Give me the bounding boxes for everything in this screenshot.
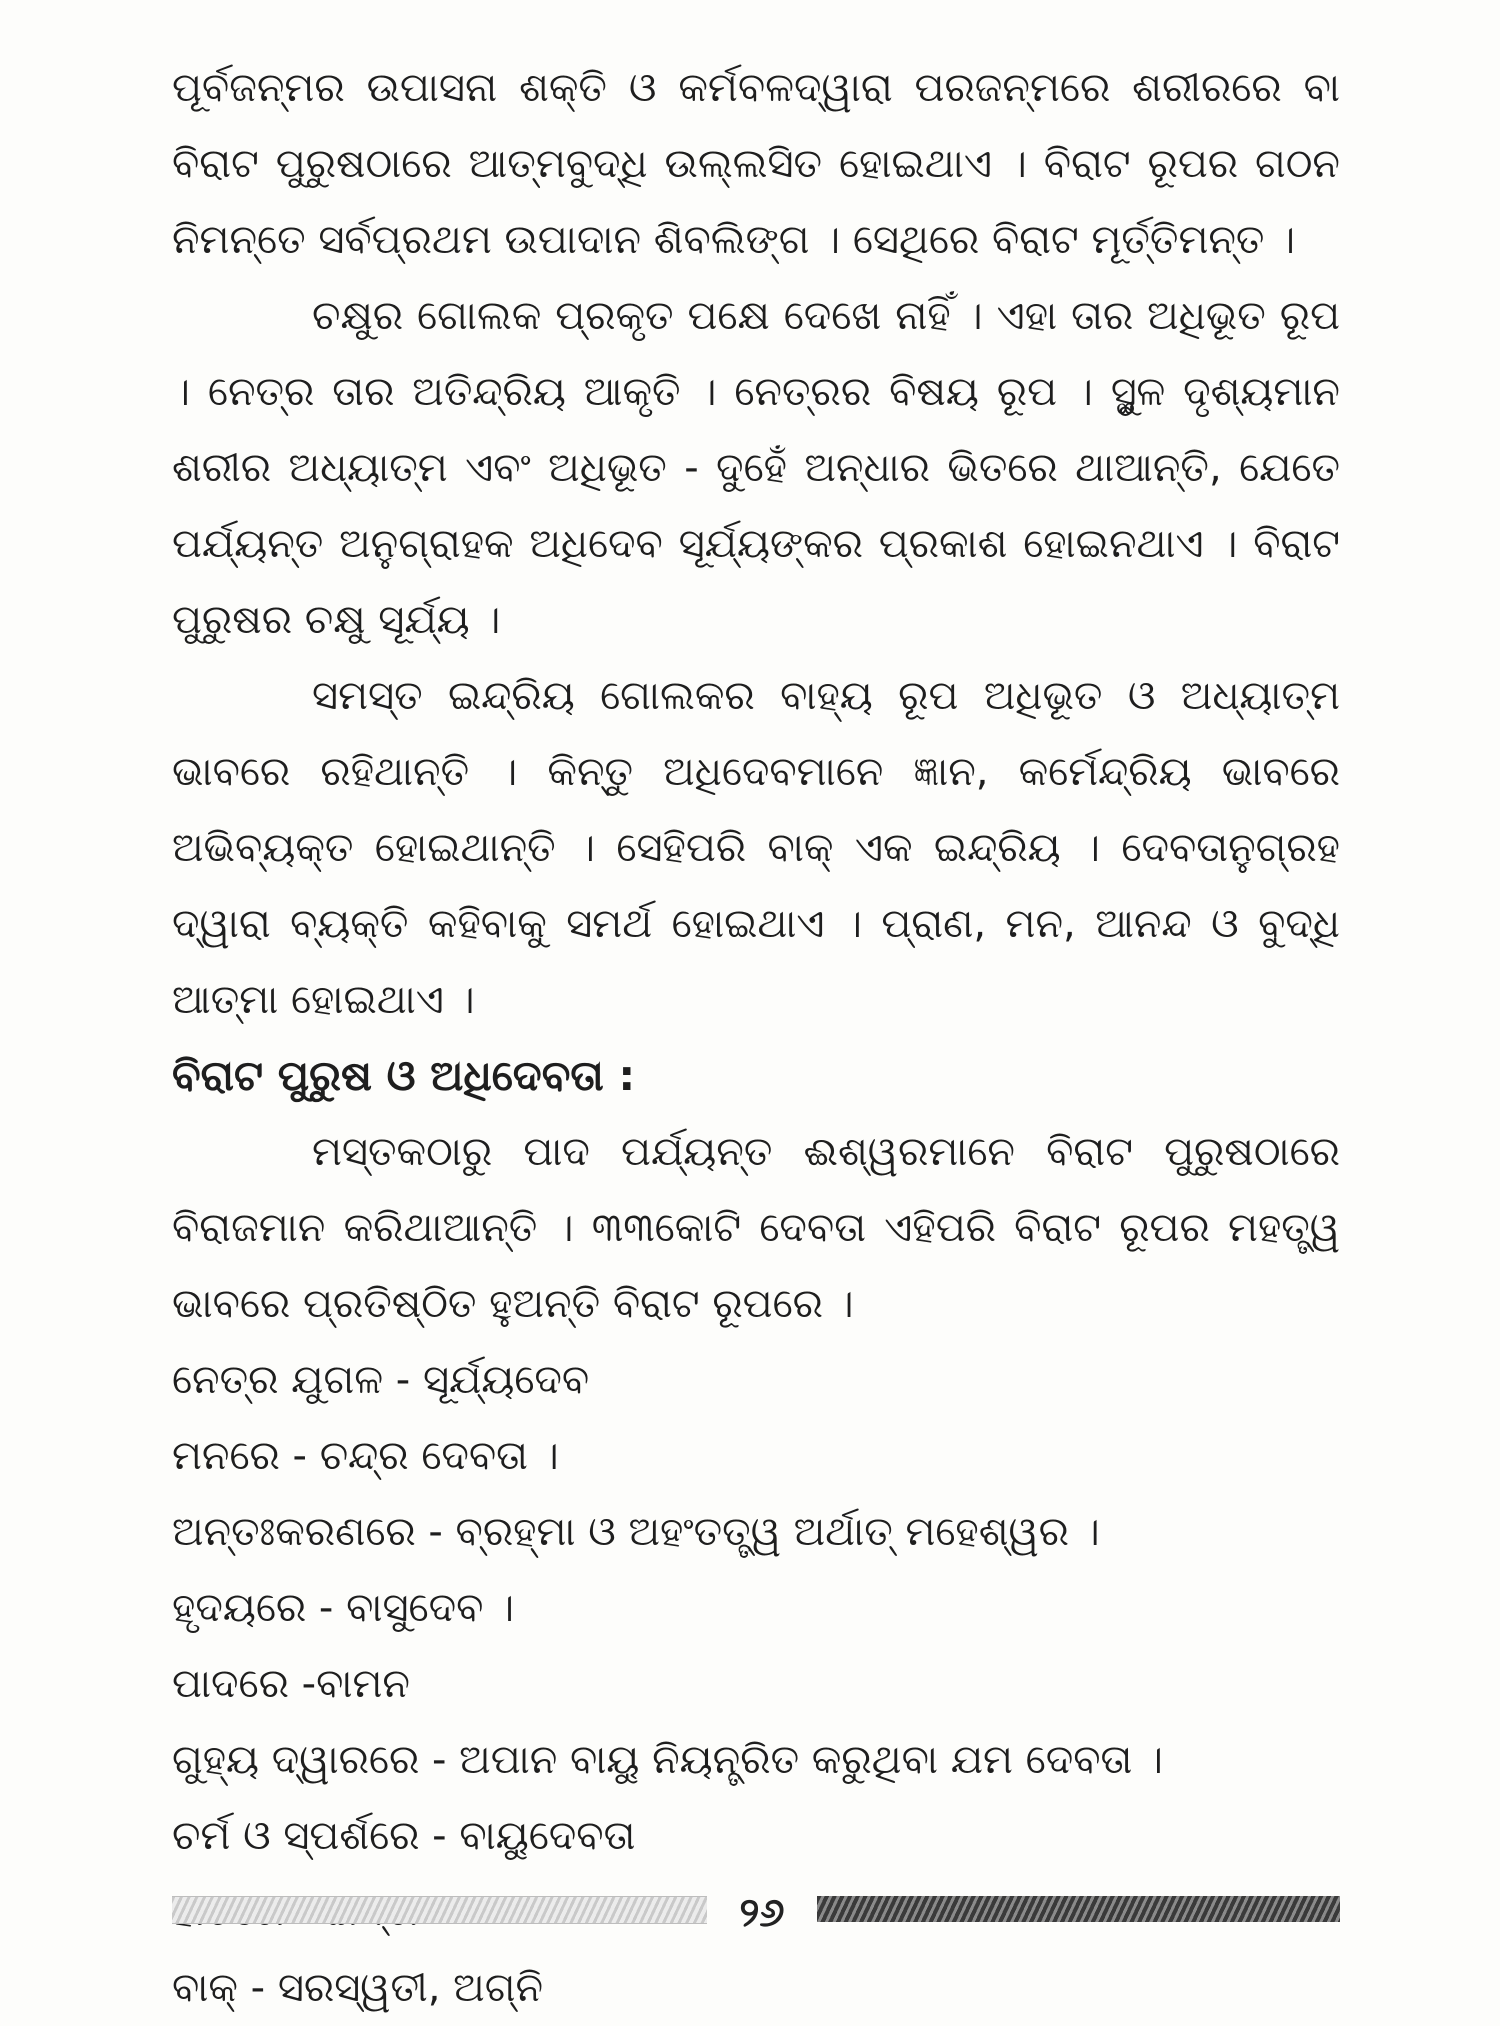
page-body xyxy=(172,50,1340,2026)
list-item: ନେତ୍ର ଯୁଗଳ - ସୂର୍ଯ୍ୟଦେବ xyxy=(172,1357,590,1403)
section-heading: ବିରାଟ ପୁରୁଷ ଓ ଅଧିଦେବତା : xyxy=(172,1051,636,1100)
page-number: ୨୬ xyxy=(739,1890,785,1936)
paragraph-1: ପୂର୍ବଜନ୍ମର ଉପାସନା ଶକ୍ତି ଓ କର୍ମବଳଦ୍ୱାରା ପରଜନ୍ମରେ ଶରୀରରେ ବା ବିରାଟ ପୁରୁଷଠାରେ ଆତ୍ମବୁଦ୍ଧି ଉଲ୍ଲସିତ ହୋଇଥାଏ । ବିରାଟ ରୂପର ଗଠନ ନିମନ୍ତେ ସର୍ବପ୍ରଥମ ଉପାଦାନ ଶିବଲିଙ୍ଗ । ସେଥିରେ ବିରାଟ ମୂର୍ତ୍ତିମନ୍ତ । xyxy=(172,65,1340,263)
list-item: ଚର୍ମ ଓ ସ୍ପର୍ଶରେ - ବାୟୁଦେବତା xyxy=(172,1813,636,1859)
list-item: ଅନ୍ତଃକରଣରେ - ବ୍ରହ୍ମା ଓ ଅହଂତତ୍ତ୍ୱ ଅର୍ଥାତ୍ ମହେଶ୍ୱର । xyxy=(172,1509,1100,1555)
footer-rule-left xyxy=(172,1896,707,1924)
list-item: ହୃଦୟରେ - ବାସୁଦେବ । xyxy=(172,1585,515,1631)
list-item: ମନରେ - ଚନ୍ଦ୍ର ଦେବତା । xyxy=(172,1433,559,1479)
section-paragraph: ମସ୍ତକଠାରୁ ପାଦ ପର୍ଯ୍ୟନ୍ତ ଈଶ୍ୱରମାନେ ବିରାଟ ପୁରୁଷଠାରେ ବିରାଜମାନ କରିଥାଆନ୍ତି । ୩୩କୋଟି ଦେବତା ଏହିପରି ବିରାଟ ରୂପର ମହତ୍ତ୍ୱ ଭାବରେ ପ୍ରତିଷ୍ଠିତ ହୁଅନ୍ତି ବିରାଟ ରୂପରେ । xyxy=(172,1129,1340,1327)
paragraph-3: ସମସ୍ତ ଇନ୍ଦ୍ରିୟ ଗୋଲକର ବାହ୍ୟ ରୂପ ଅଧିଭୂତ ଓ ଅଧ୍ୟାତ୍ମ ଭାବରେ ରହିଥାନ୍ତି । କିନ୍ତୁ ଅଧିଦେବମାନେ ଜ୍ଞାନ, କର୍ମେନ୍ଦ୍ରିୟ ଭାବରେ ଅଭିବ୍ୟକ୍ତ ହୋଇଥାନ୍ତି । ସେହିପରି ବାକ୍ ଏକ ଇନ୍ଦ୍ରିୟ । ଦେବତାନୁଗ୍ରହ ଦ୍ୱାରା ବ୍ୟକ୍ତି କହିବାକୁ ସମର୍ଥ ହୋଇଥାଏ । ପ୍ରାଣ, ମନ, ଆନନ୍ଦ ଓ ବୁଦ୍ଧି ଆତ୍ମା ହୋଇଥାଏ । xyxy=(172,673,1340,1023)
list-item: ବାକ୍ - ସରସ୍ୱତୀ, ଅଗ୍ନି xyxy=(172,1965,544,2011)
paragraph-2: ଚକ୍ଷୁର ଗୋଲକ ପ୍ରକୃତ ପକ୍ଷେ ଦେଖେ ନାହିଁ । ଏହା ତାର ଅଧିଭୂତ ରୂପ । ନେତ୍ର ତାର ଅତିନ୍ଦ୍ରିୟ ଆକୃତି । ନେତ୍ରର ବିଷୟ ରୂପ । ସ୍ଥୁଳ ଦୃଶ୍ୟମାନ ଶରୀର ଅଧ୍ୟାତ୍ମ ଏବଂ ଅଧିଭୂତ - ଦୁହେଁ ଅନ୍ଧାର ଭିତରେ ଥାଆନ୍ତି, ଯେତେ ପର୍ଯ୍ୟନ୍ତ ଅନୁଗ୍ରାହକ ଅଧିଦେବ ସୂର୍ଯ୍ୟଙ୍କର ପ୍ରକାଶ ହୋଇନଥାଏ । ବିରାଟ ପୁରୁଷର ଚକ୍ଷୁ ସୂର୍ଯ୍ୟ । xyxy=(172,293,1340,643)
list-item: ପାଦରେ -ବାମନ xyxy=(172,1661,410,1707)
list-item: ଗୁହ୍ୟ ଦ୍ୱାରରେ - ଅପାନ ବାୟୁ ନିୟନ୍ତ୍ରିତ କରୁଥିବା ଯମ ଦେବତା । xyxy=(172,1737,1164,1783)
page-footer xyxy=(172,1888,1340,1938)
footer-rule-right xyxy=(817,1896,1340,1922)
